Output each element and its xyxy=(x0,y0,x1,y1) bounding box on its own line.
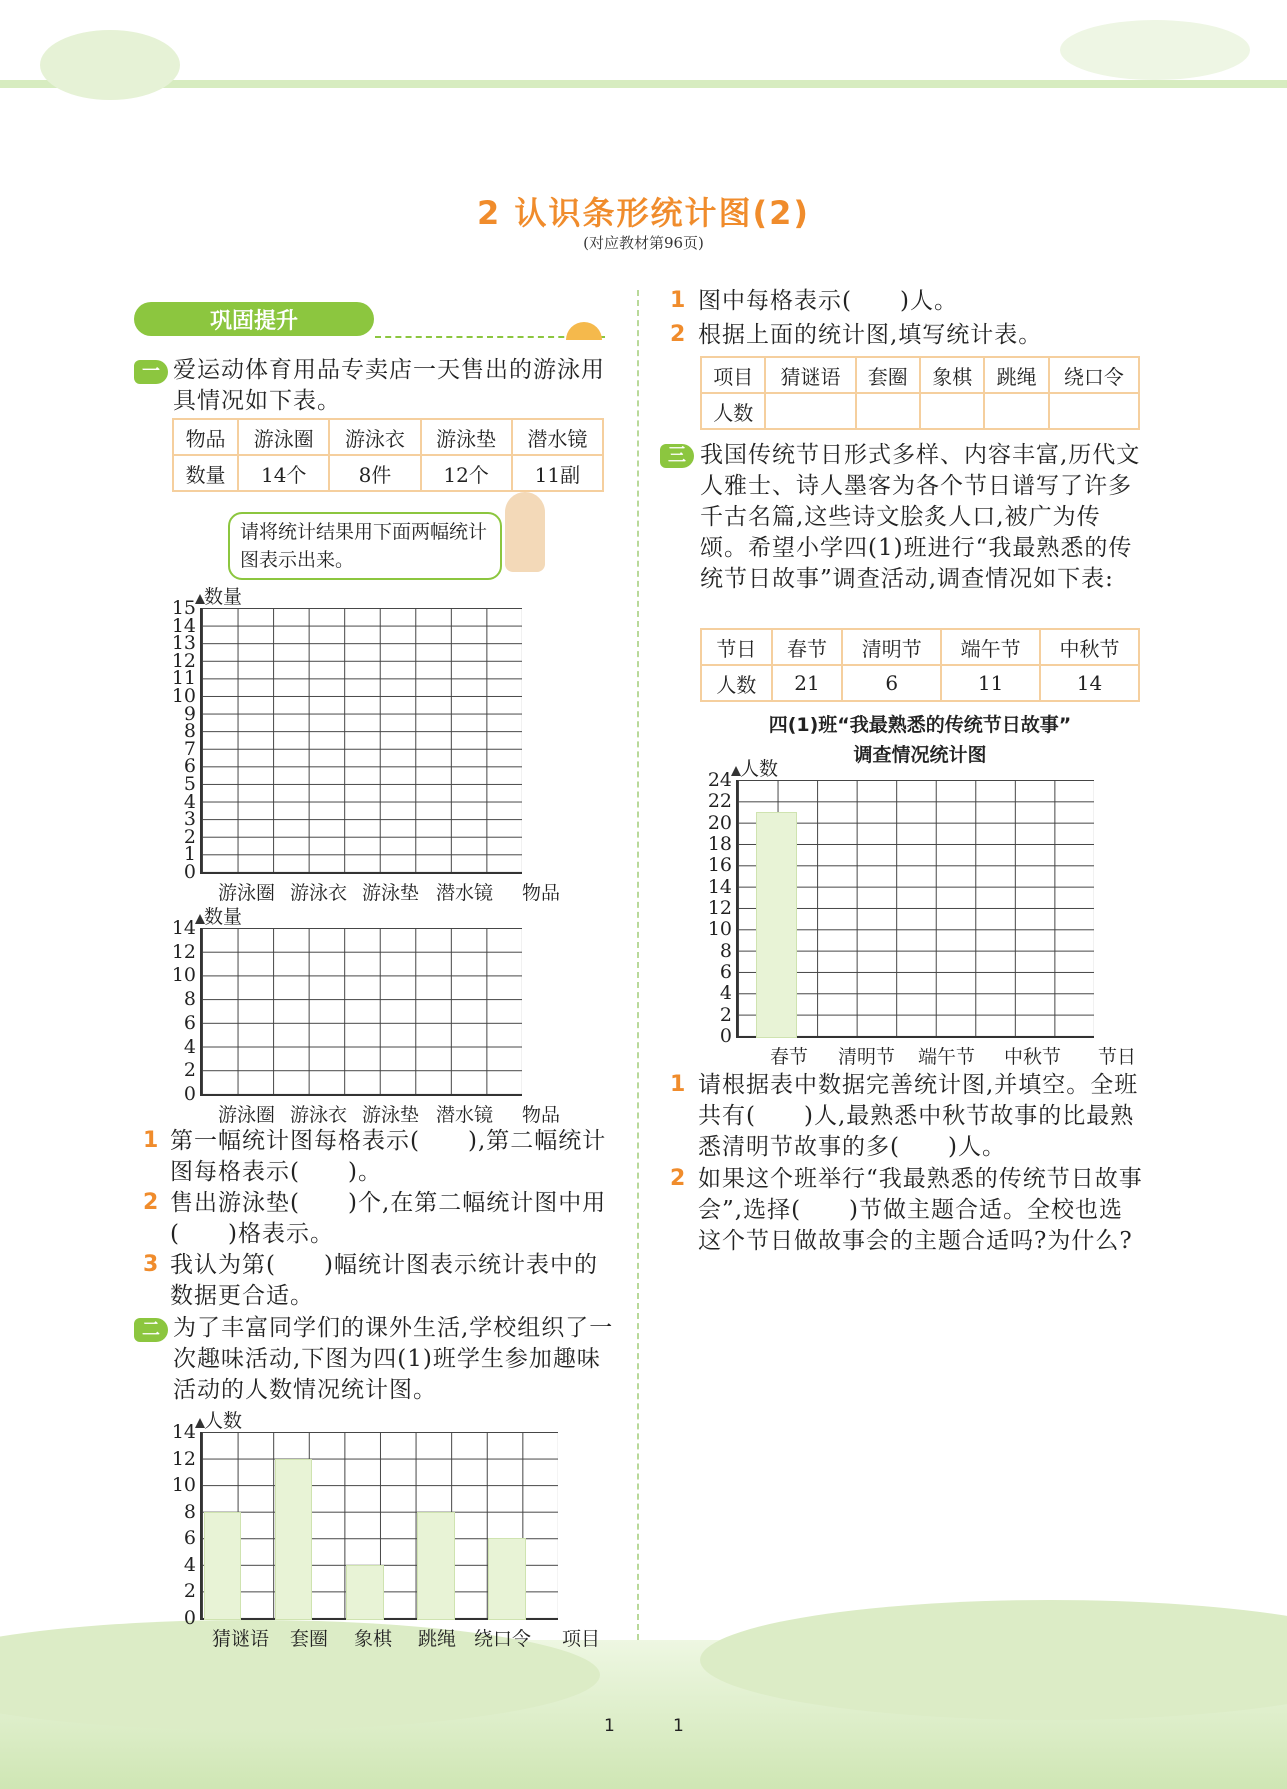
y-tick-label: 0 xyxy=(183,861,196,883)
x-tick-label: 春节 xyxy=(770,1046,809,1068)
y-tick-label: 8 xyxy=(719,939,732,962)
table-cell: 游泳衣 xyxy=(329,419,420,455)
table-cell[interactable] xyxy=(856,393,920,429)
x-tick-label: 游泳圈 xyxy=(218,882,276,904)
q3-text: 我国传统节日形式多样、内容丰富,历代文人雅士、诗人墨客为各个节日谱写了许多千古名篇,这些诗文脍炙人口,被广为传颂。希望小学四(1)班进行“我最熟悉的传统节日故事”调查活动,调查情况如下表: xyxy=(700,442,1141,592)
table-cell: 潜水镜 xyxy=(512,419,603,455)
table-cell: 数量 xyxy=(173,455,238,491)
section-label: 巩固提升 xyxy=(210,309,299,334)
y-tick-label: 13 xyxy=(171,632,196,655)
page-number-right: 1 xyxy=(673,1716,684,1736)
y-tick-label: 14 xyxy=(171,1421,196,1443)
table-cell: 中秋节 xyxy=(1040,629,1139,665)
q1-sub-1: 第一幅统计图每格表示( ),第二幅统计图每格表示( )。 xyxy=(170,1128,607,1185)
y-axis-arrow xyxy=(195,594,205,604)
table-cell: 猜谜语 xyxy=(765,357,855,393)
y-tick-label: 7 xyxy=(183,737,196,760)
y-tick-label: 2 xyxy=(719,1003,732,1026)
y-tick-label: 10 xyxy=(171,685,196,707)
y-tick-label: 8 xyxy=(183,720,196,743)
y-tick-label: 24 xyxy=(707,769,732,791)
table-cell: 8件 xyxy=(329,455,420,491)
q3-sub-1: 请根据表中数据完善统计图,并填空。全班共有( )人,最熟悉中秋节故事的比最熟悉清明节故事的多( )人。 xyxy=(698,1072,1139,1160)
x-axis-label: 项目 xyxy=(562,1628,601,1650)
animals-decoration xyxy=(1060,20,1250,80)
x-tick-label: 端午节 xyxy=(918,1046,976,1068)
q1-sub-number: 3 xyxy=(143,1252,159,1277)
x-tick-label: 游泳圈 xyxy=(218,1104,276,1126)
y-tick-label: 4 xyxy=(183,790,196,813)
y-axis-arrow xyxy=(195,1418,205,1428)
y-tick-label: 8 xyxy=(183,988,196,1011)
x-tick-label: 跳绳 xyxy=(418,1628,457,1650)
sun-icon xyxy=(566,322,602,340)
chart-bar xyxy=(488,1538,526,1620)
y-tick-label: 0 xyxy=(719,1025,732,1047)
y-tick-label: 6 xyxy=(183,1011,196,1034)
y-tick-label: 1 xyxy=(183,843,196,866)
table-cell: 11 xyxy=(941,665,1040,701)
x-axis-label: 物品 xyxy=(522,882,561,904)
table-cell: 14个 xyxy=(238,455,329,491)
chart-bar xyxy=(417,1512,455,1620)
q2-sub-number: 2 xyxy=(670,322,686,347)
chart-title-line2: 调查情况统计图 xyxy=(853,744,987,766)
q1-sub-number: 1 xyxy=(143,1128,159,1153)
table-cell[interactable] xyxy=(1049,393,1139,429)
y-tick-label: 15 xyxy=(171,597,196,619)
y-axis-label: 人数 xyxy=(740,758,779,780)
x-tick-label: 清明节 xyxy=(838,1046,896,1068)
table-cell: 人数 xyxy=(701,393,765,429)
y-tick-label: 12 xyxy=(707,897,732,919)
y-tick-label: 18 xyxy=(707,833,732,855)
q1-badge: 一 xyxy=(134,360,168,384)
page-subtitle: (对应教材第96页) xyxy=(583,234,704,252)
y-tick-label: 4 xyxy=(719,982,732,1005)
table-cell: 节日 xyxy=(701,629,772,665)
table-cell: 游泳圈 xyxy=(238,419,329,455)
q2-sub-1: 图中每格表示( )人。 xyxy=(698,288,958,314)
y-axis-label: 人数 xyxy=(204,1410,243,1432)
q2-sub-2: 根据上面的统计图,填写统计表。 xyxy=(698,322,1043,348)
y-tick-label: 2 xyxy=(183,825,196,848)
y-tick-label: 22 xyxy=(707,790,732,813)
table-cell: 12个 xyxy=(421,455,512,491)
q2-table xyxy=(700,356,1140,430)
x-tick-label: 潜水镜 xyxy=(436,1104,494,1126)
header-band xyxy=(0,80,1287,88)
q1-text: 爱运动体育用品专卖店一天售出的游泳用具情况如下表。 xyxy=(173,357,605,414)
q1-sub-3: 我认为第( )幅统计图表示统计表中的数据更合适。 xyxy=(170,1252,598,1309)
y-tick-label: 6 xyxy=(183,755,196,778)
table-cell: 14 xyxy=(1040,665,1139,701)
q3-sub-number: 2 xyxy=(670,1166,686,1191)
x-axis-label: 物品 xyxy=(522,1104,561,1126)
y-tick-label: 3 xyxy=(183,808,196,831)
chart-grid xyxy=(200,608,522,874)
x-axis-label: 节日 xyxy=(1098,1046,1137,1068)
y-tick-label: 16 xyxy=(707,854,732,877)
y-tick-label: 12 xyxy=(171,940,196,963)
table-cell[interactable] xyxy=(984,393,1048,429)
y-tick-label: 10 xyxy=(171,964,196,987)
table-cell: 端午节 xyxy=(941,629,1040,665)
cloud-sun-decoration xyxy=(40,30,180,100)
y-tick-label: 14 xyxy=(171,917,196,939)
table-cell: 清明节 xyxy=(842,629,941,665)
y-tick-label: 11 xyxy=(171,667,196,690)
chart-bar xyxy=(346,1565,384,1620)
table-cell: 跳绳 xyxy=(984,357,1048,393)
table-cell: 项目 xyxy=(701,357,765,393)
x-tick-label: 中秋节 xyxy=(1004,1046,1062,1068)
x-tick-label: 游泳垫 xyxy=(362,1104,420,1126)
table-cell: 人数 xyxy=(701,665,772,701)
y-tick-label: 2 xyxy=(183,1580,196,1603)
table-cell[interactable] xyxy=(765,393,855,429)
y-tick-label: 6 xyxy=(183,1527,196,1550)
y-tick-label: 14 xyxy=(707,875,732,898)
q3-table xyxy=(700,628,1140,702)
table-cell: 物品 xyxy=(173,419,238,455)
y-tick-label: 8 xyxy=(183,1500,196,1523)
x-tick-label: 猜谜语 xyxy=(212,1628,270,1650)
x-tick-label: 绕口令 xyxy=(474,1628,532,1650)
y-tick-label: 4 xyxy=(183,1035,196,1058)
y-axis-label: 数量 xyxy=(204,906,243,928)
chart-bar xyxy=(756,812,798,1038)
y-tick-label: 10 xyxy=(707,918,732,941)
y-tick-label: 0 xyxy=(183,1607,196,1629)
table-cell: 套圈 xyxy=(856,357,920,393)
chart-grid xyxy=(200,928,522,1096)
y-tick-label: 0 xyxy=(183,1083,196,1105)
y-tick-label: 10 xyxy=(171,1474,196,1497)
x-tick-label: 潜水镜 xyxy=(436,882,494,904)
y-axis-label: 数量 xyxy=(204,586,243,608)
q1-sub-number: 2 xyxy=(143,1190,159,1215)
section-banner xyxy=(134,302,374,336)
table-cell: 游泳垫 xyxy=(421,419,512,455)
chart-bar xyxy=(275,1459,313,1620)
q1-sub-2: 售出游泳垫( )个,在第二幅统计图中用( )格表示。 xyxy=(170,1190,607,1247)
x-tick-label: 象棋 xyxy=(354,1628,393,1650)
q2-badge: 二 xyxy=(134,1318,168,1342)
x-tick-label: 游泳衣 xyxy=(290,882,348,904)
table-cell: 绕口令 xyxy=(1049,357,1139,393)
hint-bubble: 请将统计结果用下面两幅统计图表示出来。 xyxy=(228,512,502,580)
table-cell: 春节 xyxy=(772,629,843,665)
table-cell: 21 xyxy=(772,665,843,701)
q1-table xyxy=(172,418,604,492)
y-tick-label: 20 xyxy=(707,811,732,834)
y-tick-label: 12 xyxy=(171,649,196,672)
y-tick-label: 5 xyxy=(183,773,196,795)
y-tick-label: 9 xyxy=(183,702,196,725)
chart-bar xyxy=(204,1512,242,1620)
x-tick-label: 游泳衣 xyxy=(290,1104,348,1126)
page-title: 2 认识条形统计图(2) xyxy=(477,194,810,232)
column-divider xyxy=(637,290,639,1640)
y-tick-label: 4 xyxy=(183,1553,196,1576)
chart-title-line1: 四(1)班“我最熟悉的传统节日故事” xyxy=(768,714,1072,736)
q2-sub-number: 1 xyxy=(670,288,686,313)
q3-sub-2: 如果这个班举行“我最熟悉的传统节日故事会”,选择( )节做主题合适。全校也选这个节日做故事会的主题合适吗?为什么? xyxy=(698,1166,1143,1254)
q3-badge: 三 xyxy=(660,444,694,468)
y-tick-label: 12 xyxy=(171,1447,196,1470)
y-axis-arrow xyxy=(731,766,741,776)
table-cell: 11副 xyxy=(512,455,603,491)
table-cell: 象棋 xyxy=(920,357,984,393)
page-number-left: 1 xyxy=(604,1716,615,1736)
y-tick-label: 14 xyxy=(171,614,196,637)
y-tick-label: 6 xyxy=(719,961,732,983)
q2-text: 为了丰富同学们的课外生活,学校组织了一次趣味活动,下图为四(1)班学生参加趣味活动的人数情况统计图。 xyxy=(173,1315,614,1403)
table-cell: 6 xyxy=(842,665,941,701)
x-tick-label: 套圈 xyxy=(290,1628,329,1650)
boy-illustration xyxy=(505,492,545,572)
y-tick-label: 2 xyxy=(183,1059,196,1082)
y-axis-arrow xyxy=(195,914,205,924)
x-tick-label: 游泳垫 xyxy=(362,882,420,904)
q3-sub-number: 1 xyxy=(670,1072,686,1097)
table-cell[interactable] xyxy=(920,393,984,429)
